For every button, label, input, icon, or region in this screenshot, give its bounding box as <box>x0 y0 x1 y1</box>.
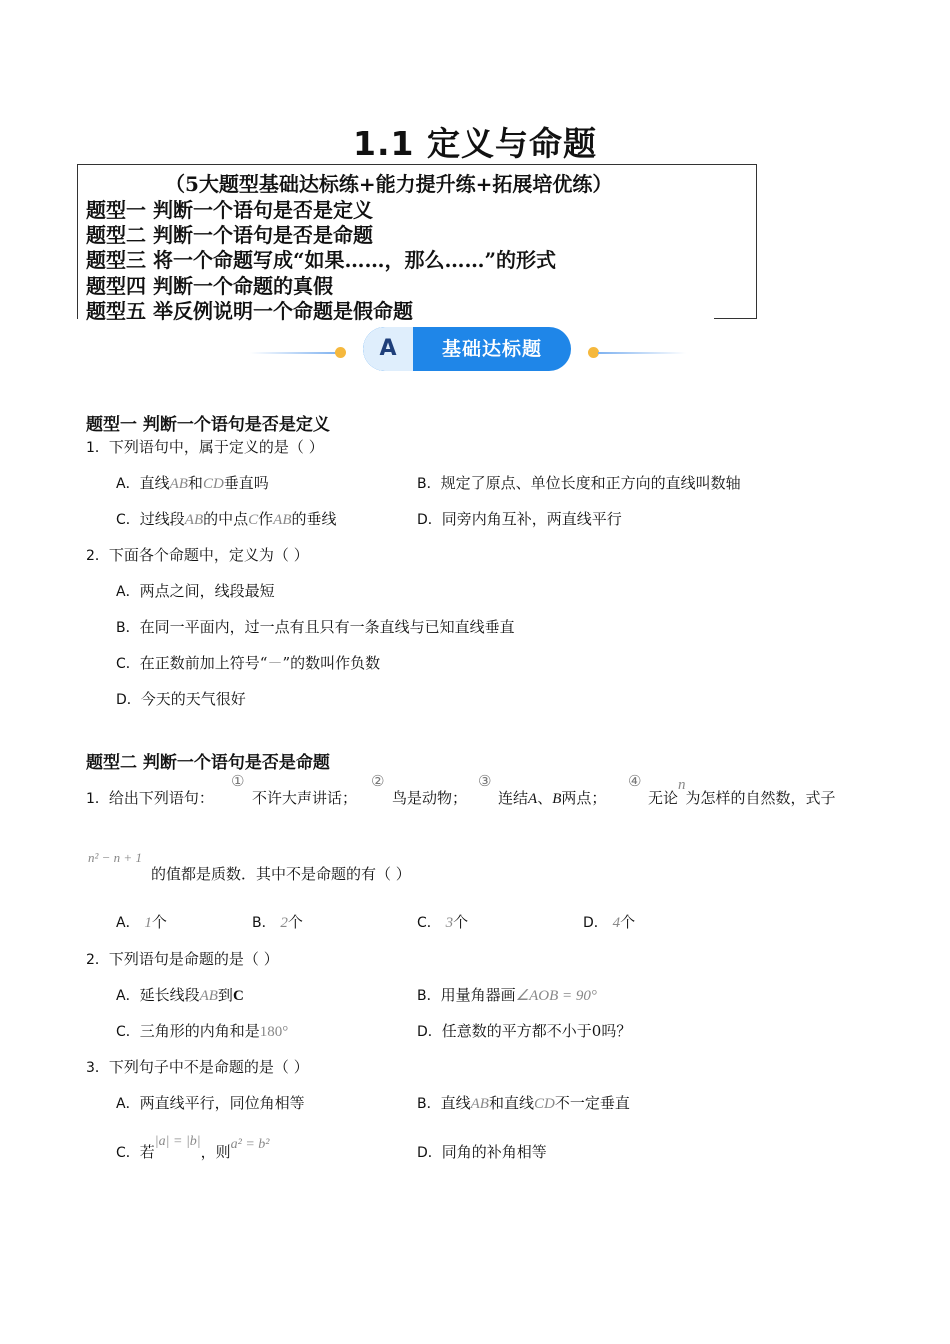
banner-letter: A <box>363 327 413 371</box>
section-heading-1: 题型一 判断一个语句是否是定义 <box>86 415 330 435</box>
question-2-3: 3．下列句子中不是命题的是（ ） <box>86 1058 309 1076</box>
option-b: B．在同一平面内，过一点有且只有一条直线与已知直线垂直 <box>116 618 515 636</box>
circled-number-4: ④ <box>628 772 642 790</box>
summary-line: 题型四 判断一个命题的真假 <box>86 274 333 298</box>
option-c: C．过线段AB的中点C作AB的垂线 <box>116 510 337 528</box>
summary-line: 题型一 判断一个语句是否是定义 <box>86 198 373 222</box>
option-d: D．同角的补角相等 <box>417 1143 547 1161</box>
summary-box-edge <box>714 318 757 319</box>
option-d: D． 4个 <box>583 913 636 931</box>
circled-number-3: ③ <box>478 772 492 790</box>
option-b: B． 2个 <box>252 913 303 931</box>
banner-line-right <box>598 352 686 354</box>
option-a: A．延长线段AB到C <box>116 986 244 1004</box>
option-c: C．若|a| = |b|，则a² = b² <box>116 1134 270 1161</box>
question-2-2: 2．下列语句是命题的是（ ） <box>86 950 279 968</box>
question-1-2: 2．下面各个命题中，定义为（ ） <box>86 546 309 564</box>
statement-3: 连结A、B两点； <box>498 789 607 807</box>
circled-number-2: ② <box>371 772 385 790</box>
option-a: A．直线AB和CD垂直吗 <box>116 474 269 492</box>
option-d: D．同旁内角互补，两直线平行 <box>417 510 622 528</box>
option-b: B．用量角器画∠AOB = 90° <box>417 986 597 1004</box>
summary-line: 题型五 举反例说明一个命题是假命题 <box>86 299 413 323</box>
option-c: C．在正数前加上符号“－”的数叫作负数 <box>116 654 381 672</box>
question-text: 下列语句中，属于定义的是（ ） <box>108 438 324 456</box>
option-d: D．今天的天气很好 <box>116 690 246 708</box>
option-a: A．两点之间，线段最短 <box>116 582 275 600</box>
page-title: 1.1 定义与命题 <box>353 124 597 163</box>
summary-line: 题型三 将一个命题写成“如果……，那么……”的形式 <box>86 248 556 272</box>
statement-2: 鸟是动物； <box>392 789 468 807</box>
banner-dot-left <box>335 347 346 358</box>
option-b: B．规定了原点、单位长度和正方向的直线叫数轴 <box>417 474 741 492</box>
question-2-1: 1．给出下列语句： <box>86 789 214 807</box>
option-a: A．两直线平行，同位角相等 <box>116 1094 305 1112</box>
banner-line-left <box>250 352 338 354</box>
question-number: 1． <box>86 440 109 456</box>
statement-4: 无论n为怎样的自然数，式子 <box>648 777 836 807</box>
section-banner <box>363 327 571 371</box>
option-c: C． 3个 <box>417 913 469 931</box>
expression: n² − n + 1 <box>88 850 142 865</box>
section-heading-2: 题型二 判断一个语句是否是命题 <box>86 753 330 773</box>
question-1-1 <box>86 436 324 457</box>
summary-line: 题型二 判断一个语句是否是命题 <box>86 223 373 247</box>
option-c: C．三角形的内角和是180° <box>116 1022 289 1040</box>
option-a: A． 1个 <box>116 913 167 931</box>
banner-text: 基础达标题 <box>441 338 542 360</box>
question-tail: 的值都是质数．其中不是命题的有（ ） <box>151 865 411 883</box>
option-b: B．直线AB和直线CD不一定垂直 <box>417 1094 630 1112</box>
statement-1: 不许大声讲话； <box>252 789 358 807</box>
option-d: D．任意数的平方都不小于0吗？ <box>417 1022 632 1040</box>
summary-subtitle: （5大题型基础达标练+能力提升练+拓展培优练） <box>165 172 613 196</box>
circled-number-1: ① <box>231 772 245 790</box>
